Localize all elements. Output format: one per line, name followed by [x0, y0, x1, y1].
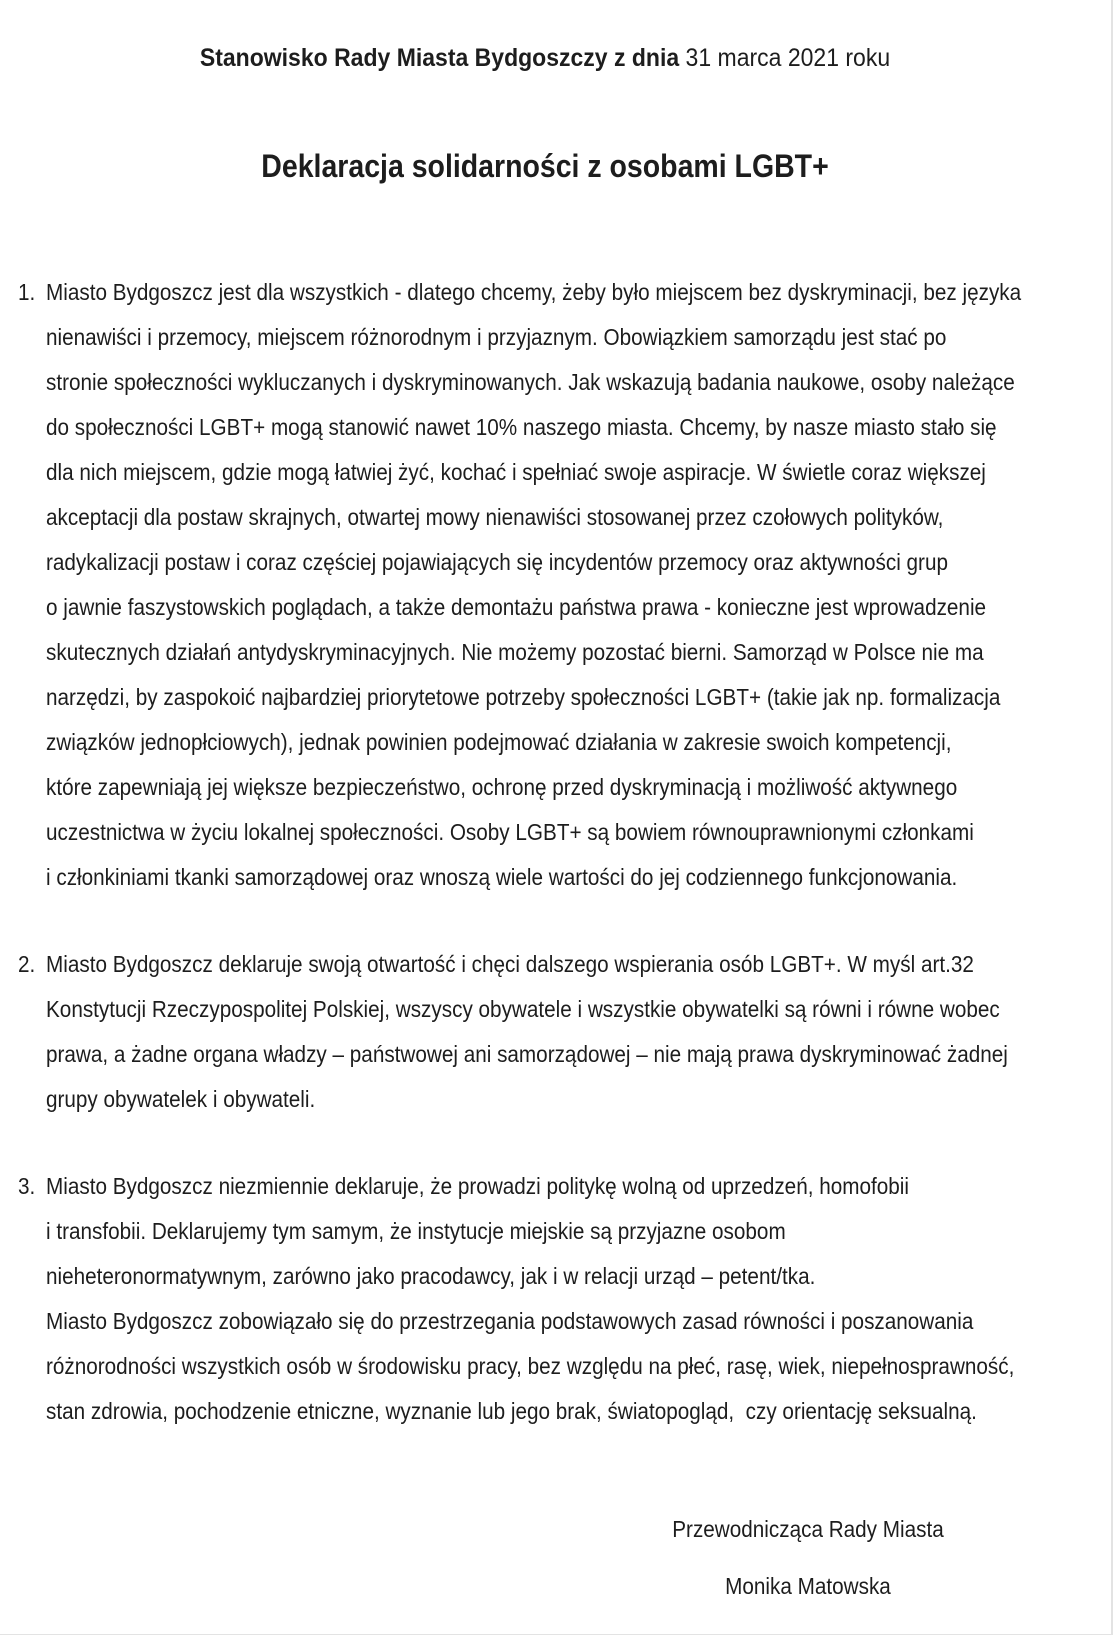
- document-title: Deklaracja solidarności z osobami LGBT+: [261, 148, 829, 184]
- paragraph-line: narzędzi, by zaspokoić najbardziej priorytetowe potrzeby społeczności LGBT+ (takie jak np. formalizacja: [46, 684, 1001, 710]
- paragraph: [0, 270, 1113, 900]
- paragraph-line: różnorodności wszystkich osób w środowisku pracy, bez względu na płeć, rasę, wiek, niepełnosprawność,: [46, 1353, 1015, 1379]
- paragraph-line: grupy obywatelek i obywateli.: [46, 1086, 316, 1112]
- paragraph-line: i transfobii. Deklarujemy tym samym, że instytucje miejskie są przyjazne osobom: [46, 1218, 786, 1244]
- paragraph-line: nienawiści i przemocy, miejscem różnorodnym i przyjaznym. Obowiązkiem samorządu jest stać po: [46, 324, 947, 350]
- paragraph-line: do społeczności LGBT+ mogą stanowić nawet 10% naszego miasta. Chcemy, by nasze miasto stało się: [46, 414, 997, 440]
- paragraph-line: Miasto Bydgoszcz niezmiennie deklaruje, że prowadzi politykę wolną od uprzedzeń, homofobii: [46, 1173, 909, 1199]
- document-header-date: 31 marca 2021 roku: [685, 44, 891, 72]
- paragraph-list: [0, 270, 1113, 1434]
- paragraph-line: akceptacji dla postaw skrajnych, otwartej mowy nienawiści stosowanej przez czołowych polityków,: [46, 504, 944, 530]
- document-header: [44, 42, 1047, 74]
- paragraph-line: Konstytucji Rzeczypospolitej Polskiej, wszyscy obywatele i wszystkie obywatelki są równi i równe wobec: [46, 996, 1000, 1022]
- paragraph: [0, 1164, 1113, 1434]
- signature-name: Monika Matowska: [725, 1573, 891, 1599]
- document-header-bold: Stanowisko Rady Miasta Bydgoszczy z dnia: [199, 44, 680, 72]
- paragraph-line: i członkiniami tkanki samorządowej oraz wnoszą wiele wartości do jej codziennego funkcjonowania.: [46, 864, 958, 890]
- paragraph-line: prawa, a żadne organa władzy – państwowej ani samorządowej – nie mają prawa dyskryminować żadnej: [46, 1041, 1008, 1067]
- paragraph-line: stan zdrowia, pochodzenie etniczne, wyznanie lub jego brak, światopogląd, czy orientację seksualną.: [46, 1398, 977, 1424]
- paragraph-line: skutecznych działań antydyskryminacyjnych. Nie możemy pozostać bierni. Samorząd w Polsce nie ma: [46, 639, 984, 665]
- paragraph-line: nieheteronormatywnym, zarówno jako pracodawcy, jak i w relacji urząd – petent/tka.: [46, 1263, 816, 1289]
- paragraph-line: radykalizacji postaw i coraz częściej pojawiających się incydentów przemocy oraz aktywności grup: [46, 549, 948, 575]
- paragraph-line: uczestnictwa w życiu lokalnej społeczności. Osoby LGBT+ są bowiem równouprawnionymi członkami: [46, 819, 974, 845]
- paragraph-line: związków jednopłciowych), jednak powinien podejmować działania w zakresie swoich kompetencji,: [46, 729, 952, 755]
- paragraph-line: Miasto Bydgoszcz jest dla wszystkich - dlatego chcemy, żeby było miejscem bez dyskryminacji, bez języka: [46, 279, 1022, 305]
- signature-block: [648, 1501, 968, 1615]
- paragraph-number: 3.: [18, 1173, 36, 1199]
- paragraph-line: dla nich miejscem, gdzie mogą łatwiej żyć, kochać i spełniać swoje aspiracje. W świetle coraz większej: [46, 459, 986, 485]
- paragraph-line: które zapewniają jej większe bezpieczeństwo, ochronę przed dyskryminacją i możliwość aktywnego: [46, 774, 958, 800]
- paragraph-line: Miasto Bydgoszcz zobowiązało się do przestrzegania podstawowych zasad równości i poszanowania: [46, 1308, 974, 1334]
- paragraph-number: 2.: [18, 951, 36, 977]
- paragraph-line: o jawnie faszystowskich poglądach, a także demontażu państwa prawa - konieczne jest wprowadzenie: [46, 594, 987, 620]
- paragraph: [0, 942, 1113, 1122]
- paragraph-number: 1.: [18, 279, 36, 305]
- signature-role: Przewodnicząca Rady Miasta: [672, 1516, 944, 1542]
- paragraph-line: stronie społeczności wykluczanych i dyskryminowanych. Jak wskazują badania naukowe, osoby należące: [46, 369, 1015, 395]
- paragraph-line: Miasto Bydgoszcz deklaruje swoją otwartość i chęci dalszego wspierania osób LGBT+. W myśl art.32: [46, 951, 974, 977]
